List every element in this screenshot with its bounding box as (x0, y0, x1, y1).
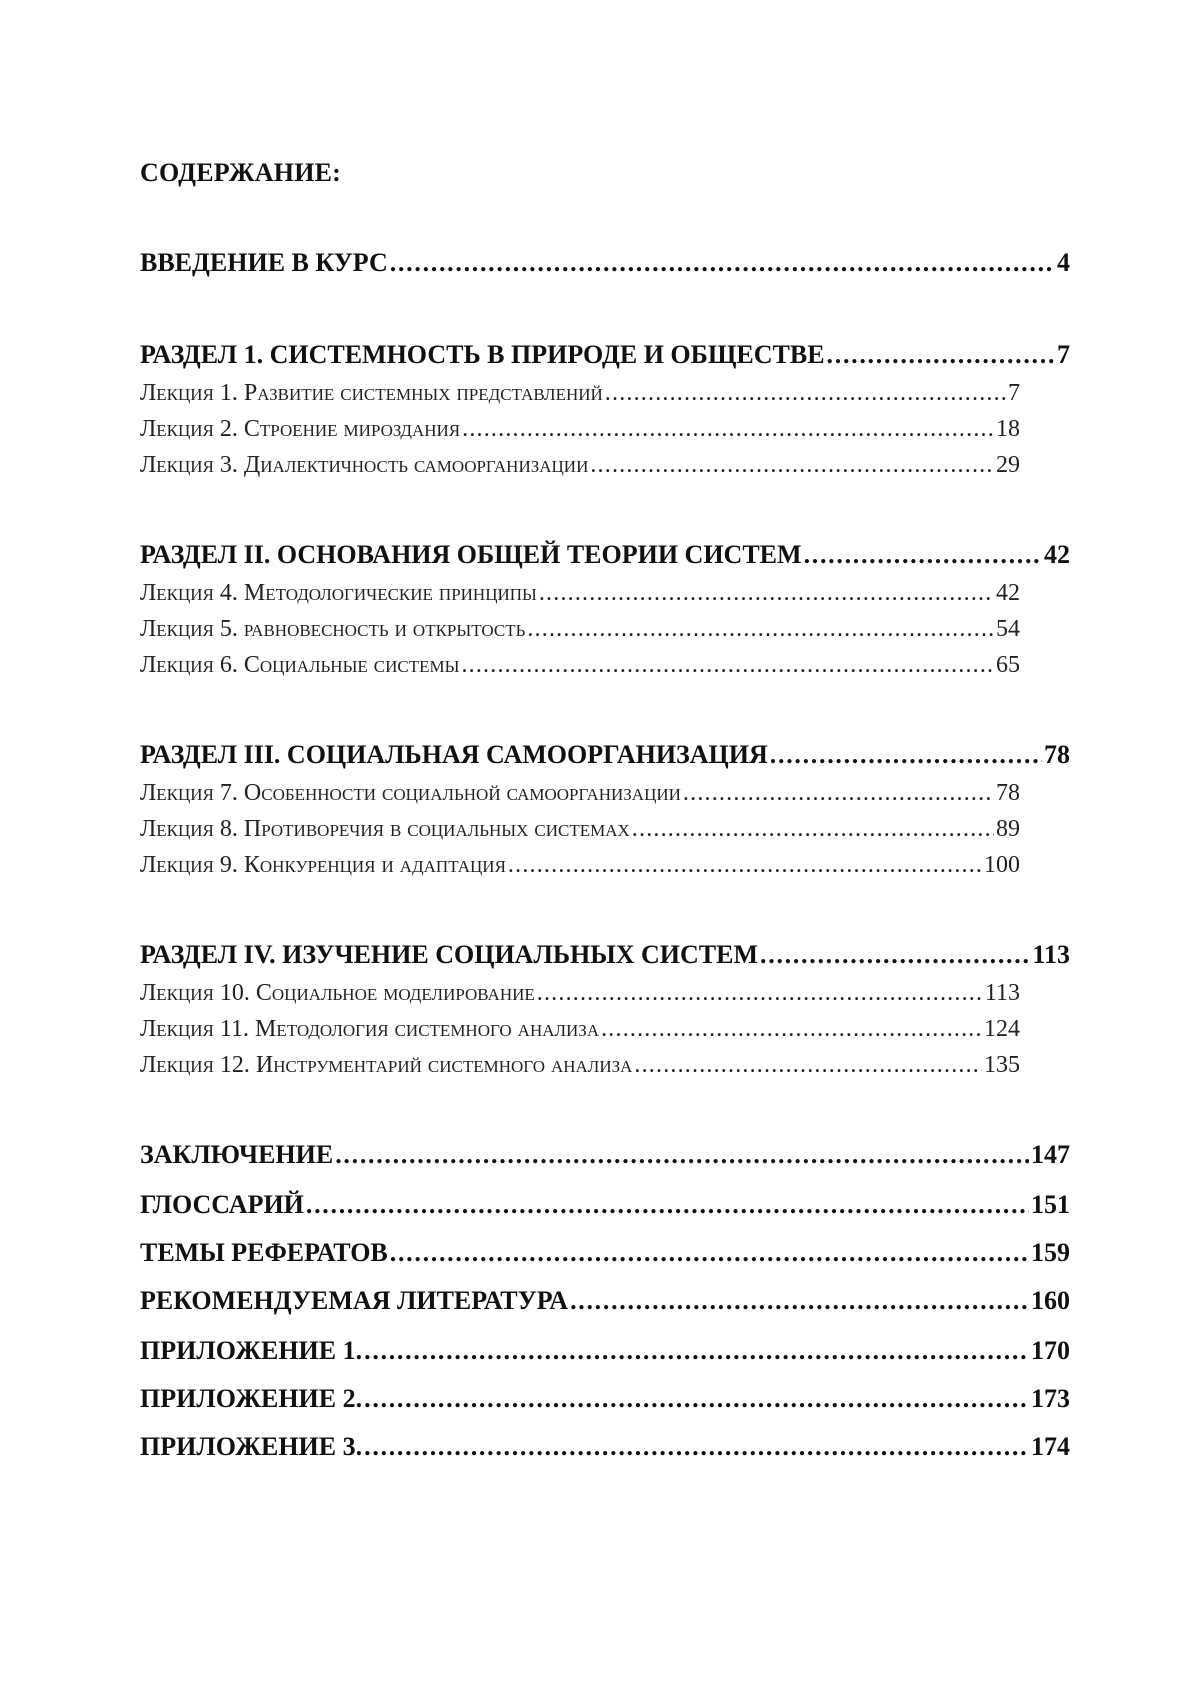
toc-lecture-9[interactable] (140, 852, 1020, 879)
dot-leader (634, 1052, 982, 1079)
toc-entry-intro[interactable] (140, 248, 1070, 278)
toc-entry-label: Лекция 6. Социальные системы (140, 652, 460, 678)
toc-entry-conclusion[interactable] (140, 1140, 1070, 1170)
dot-leader (527, 616, 994, 643)
dot-leader (390, 1238, 1029, 1268)
toc-lecture-11[interactable] (140, 1016, 1020, 1043)
dot-leader (364, 1432, 1029, 1462)
toc-entry-page: 113 (1032, 940, 1070, 969)
toc-entry-page: 4 (1057, 248, 1070, 277)
toc-entry-page: 54 (996, 616, 1020, 642)
toc-section-1[interactable] (140, 340, 1070, 370)
dot-leader (804, 540, 1042, 570)
toc-section-2[interactable] (140, 540, 1070, 570)
dot-leader (601, 1016, 982, 1043)
toc-lecture-8[interactable] (140, 816, 1020, 843)
dot-leader (364, 1384, 1029, 1414)
dot-leader (390, 248, 1055, 278)
toc-entry-label: Лекция 10. Социальное моделирование (140, 980, 535, 1006)
dot-leader (683, 780, 994, 807)
dot-leader (537, 980, 983, 1007)
toc-entry-label: ПРИЛОЖЕНИЕ 3. (140, 1432, 363, 1461)
toc-lecture-1[interactable] (140, 380, 1020, 407)
toc-entry-label: РАЗДЕЛ 1. СИСТЕМНОСТЬ В ПРИРОДЕ И ОБЩЕСТВЕ (140, 340, 825, 369)
toc-lecture-3[interactable] (140, 452, 1020, 479)
dot-leader (539, 580, 994, 607)
toc-entry-essay-topics[interactable] (140, 1238, 1070, 1268)
toc-entry-page: 18 (996, 416, 1020, 442)
toc-entry-label: ВВЕДЕНИЕ В КУРС (140, 248, 388, 277)
toc-entry-page: 170 (1031, 1336, 1070, 1365)
dot-leader (306, 1190, 1029, 1220)
toc-entry-appendix-2[interactable] (140, 1384, 1070, 1414)
dot-leader (760, 940, 1030, 970)
dot-leader (590, 452, 994, 479)
toc-entry-literature[interactable] (140, 1286, 1070, 1316)
toc-entry-label: РАЗДЕЛ II. ОСНОВАНИЯ ОБЩЕЙ ТЕОРИИ СИСТЕМ (140, 540, 802, 569)
toc-entry-page: 160 (1031, 1286, 1070, 1315)
toc-section-4[interactable] (140, 940, 1070, 970)
toc-section-3[interactable] (140, 740, 1070, 770)
toc-entry-label: Лекция 12. Инструментарий системного анализа (140, 1052, 633, 1078)
toc-entry-label: Лекция 8. Противоречия в социальных системах (140, 816, 630, 842)
toc-entry-page: 65 (996, 652, 1020, 678)
dot-leader (770, 740, 1042, 770)
toc-lecture-10[interactable] (140, 980, 1020, 1007)
toc-entry-page: 7 (1008, 380, 1020, 406)
toc-entry-glossary[interactable] (140, 1190, 1070, 1220)
toc-entry-page: 147 (1031, 1140, 1070, 1169)
toc-entry-label: РЕКОМЕНДУЕМАЯ ЛИТЕРАТУРА (140, 1286, 569, 1315)
toc-entry-label: ПРИЛОЖЕНИЕ 2. (140, 1384, 363, 1413)
toc-entry-label: Лекция 7. Особенности социальной самоорганизации (140, 780, 681, 806)
toc-entry-page: 78 (1044, 740, 1070, 769)
dot-leader (364, 1336, 1029, 1366)
toc-entry-label: Лекция 4. Методологические принципы (140, 580, 537, 606)
toc-entry-label: ТЕМЫ РЕФЕРАТОВ (140, 1238, 388, 1267)
toc-entry-label: Лекция 11. Методология системного анализа (140, 1016, 600, 1042)
toc-entry-label: Лекция 9. Конкуренция и адаптация (140, 852, 506, 878)
toc-entry-page: 151 (1031, 1190, 1070, 1219)
dot-leader (632, 816, 994, 843)
dot-leader (461, 652, 994, 679)
toc-entry-label: РАЗДЕЛ IV. ИЗУЧЕНИЕ СОЦИАЛЬНЫХ СИСТЕМ (140, 940, 759, 969)
toc-entry-page: 113 (984, 980, 1020, 1006)
toc-entry-label: ГЛОССАРИЙ (140, 1190, 304, 1219)
toc-entry-page: 42 (996, 580, 1020, 606)
toc-entry-page: 173 (1031, 1384, 1070, 1413)
toc-entry-page: 159 (1031, 1238, 1070, 1267)
toc-entry-page: 135 (984, 1052, 1020, 1078)
dot-leader (605, 380, 1006, 407)
toc-entry-appendix-1[interactable] (140, 1336, 1070, 1366)
dot-leader (335, 1140, 1029, 1170)
toc-lecture-2[interactable] (140, 416, 1020, 443)
dot-leader (827, 340, 1055, 370)
dot-leader (462, 416, 994, 443)
toc-entry-page: 89 (996, 816, 1020, 842)
toc-entry-page: 78 (996, 780, 1020, 806)
toc-entry-label: ПРИЛОЖЕНИЕ 1. (140, 1336, 363, 1365)
dot-leader (570, 1286, 1029, 1316)
toc-lecture-4[interactable] (140, 580, 1020, 607)
toc-lecture-12[interactable] (140, 1052, 1020, 1079)
toc-entry-label: Лекция 1. Развитие системных представлений (140, 380, 603, 406)
toc-entry-label: РАЗДЕЛ III. СОЦИАЛЬНАЯ САМООРГАНИЗАЦИЯ (140, 740, 768, 769)
toc-entry-page: 100 (984, 852, 1020, 878)
toc-entry-page: 124 (984, 1016, 1020, 1042)
toc-entry-page: 42 (1044, 540, 1070, 569)
toc-lecture-5[interactable] (140, 616, 1020, 643)
toc-entry-label: Лекция 2. Строение мироздания (140, 416, 461, 442)
toc-lecture-7[interactable] (140, 780, 1020, 807)
toc-entry-label: Лекция 3. Диалектичность самоорганизации (140, 452, 589, 478)
toc-entry-page: 174 (1031, 1432, 1070, 1461)
toc-entry-label: ЗАКЛЮЧЕНИЕ (140, 1140, 334, 1169)
toc-entry-label: Лекция 5. равновесность и открытость (140, 616, 526, 642)
toc-entry-appendix-3[interactable] (140, 1432, 1070, 1462)
toc-title: СОДЕРЖАНИЕ: (140, 158, 342, 187)
toc-entry-page: 29 (996, 452, 1020, 478)
toc-entry-page: 7 (1057, 340, 1070, 369)
dot-leader (508, 852, 982, 879)
toc-lecture-6[interactable] (140, 652, 1020, 679)
